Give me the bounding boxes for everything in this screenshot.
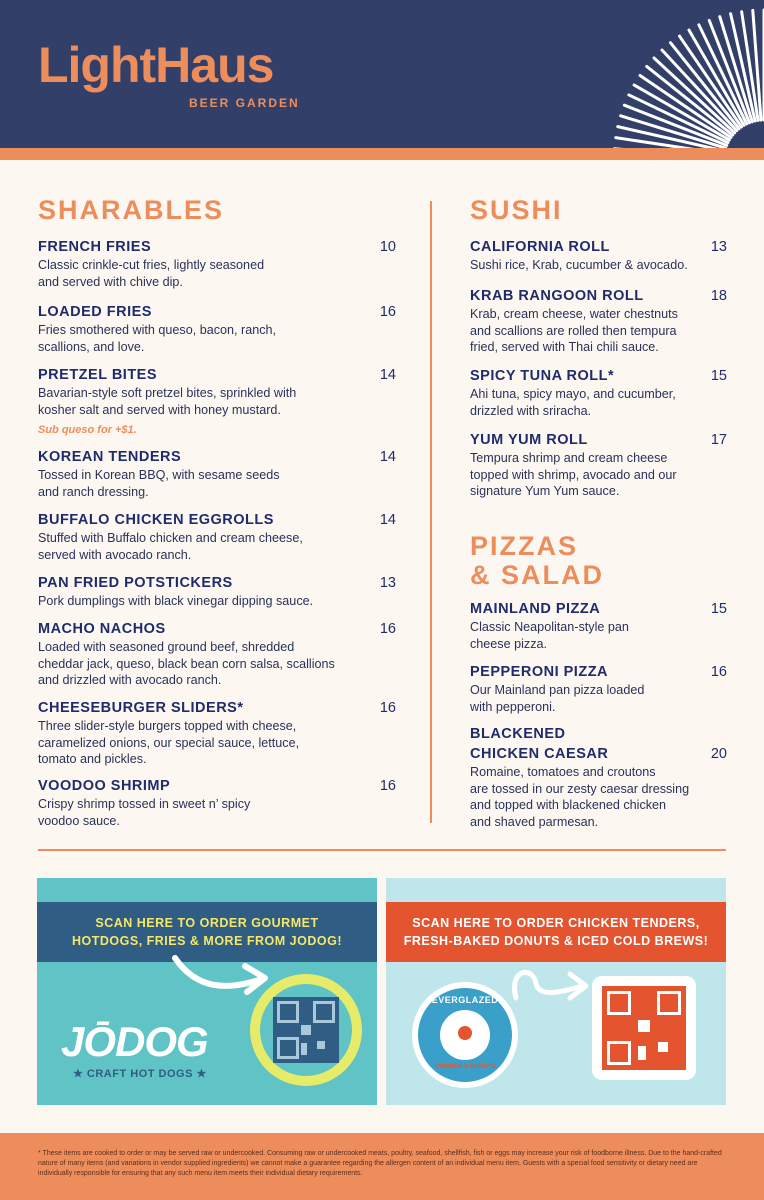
item-price: 10 xyxy=(379,239,396,255)
item-description xyxy=(470,450,727,500)
item-description xyxy=(470,764,727,830)
banner-line: SCAN HERE TO ORDER CHICKEN TENDERS, xyxy=(412,916,700,930)
item-price: 16 xyxy=(379,304,396,320)
desc-line: and served with chive dip. xyxy=(38,274,183,289)
qr-dot xyxy=(317,1041,325,1049)
qr-corner-marker xyxy=(277,1037,299,1059)
menu-item-voodoo-shrimp xyxy=(38,778,396,829)
donut-icon-center xyxy=(458,1026,472,1040)
desc-line: Loaded with seasoned ground beef, shredded xyxy=(38,640,295,654)
desc-line: Crispy shrimp tossed in sweet n’ spicy xyxy=(38,797,251,811)
menu-item-blackened-chicken-caesar xyxy=(470,726,727,830)
promo-jodog[interactable] xyxy=(37,878,377,1105)
desc-line: Classic Neapolitan-style pan xyxy=(470,620,629,634)
brand-logo[interactable]: LightHaus xyxy=(38,37,274,93)
arrow-icon xyxy=(506,958,596,1018)
banner-line: HOTDOGS, FRIES & MORE FROM JODOG! xyxy=(72,934,342,948)
item-price: 20 xyxy=(710,746,727,762)
desc-line: Tossed in Korean BBQ, with sesame seeds xyxy=(38,468,280,482)
item-price: 14 xyxy=(379,367,396,383)
item-price: 13 xyxy=(710,239,727,255)
item-name: BUFFALO CHICKEN EGGROLLS xyxy=(38,512,274,528)
desc-line: Fries smothered with queso, bacon, ranch, xyxy=(38,323,277,337)
qr-code-ring xyxy=(250,974,362,1086)
item-name: FRENCH FRIES xyxy=(38,239,152,255)
section-divider xyxy=(38,849,726,851)
desc-line: Ahi tuna, spicy mayo, and cucumber, xyxy=(470,387,676,401)
menu-item-french-fries xyxy=(38,239,396,290)
qr-corner-marker xyxy=(277,1001,299,1023)
desc-line: Bavarian-style soft pretzel bites, sprinkled with xyxy=(38,386,297,400)
menu-item-loaded-fries xyxy=(38,304,396,355)
menu-item-california-roll xyxy=(470,239,727,274)
item-description xyxy=(38,467,396,500)
desc-line: Romaine, tomatoes and croutons xyxy=(470,765,656,779)
qr-dot xyxy=(638,1046,646,1060)
item-name: KOREAN TENDERS xyxy=(38,449,182,465)
logo-text-bottom: CHICKEN & DONUTS xyxy=(434,1064,496,1070)
item-price: 16 xyxy=(379,700,396,716)
banner-line: SCAN HERE TO ORDER GOURMET xyxy=(95,916,319,930)
item-name: PRETZEL BITES xyxy=(38,367,158,383)
desc-line: cheddar jack, queso, black bean corn salsa, scallions xyxy=(38,656,335,671)
desc-line: Tempura shrimp and cream cheese xyxy=(470,451,668,465)
item-description xyxy=(470,619,727,652)
desc-line: drizzled with sriracha. xyxy=(470,403,592,418)
desc-line: caramelized onions, our special sauce, lettuce, xyxy=(38,735,300,750)
promo-banner xyxy=(386,902,726,962)
qr-dot xyxy=(301,1043,307,1055)
desc-line: scallions, and love. xyxy=(38,339,145,354)
item-price: 16 xyxy=(379,778,396,794)
desc-line: and shaved parmesan. xyxy=(470,814,599,829)
section-title-pizzas xyxy=(470,532,604,590)
item-description xyxy=(38,257,396,290)
item-description xyxy=(38,796,396,829)
menu-item-krab-rangoon-roll xyxy=(470,288,727,356)
menu-item-pan-fried-potstickers xyxy=(38,575,396,610)
item-name: MACHO NACHOS xyxy=(38,621,166,637)
desc-line: cheese pizza. xyxy=(470,636,548,651)
desc-line: and ranch dressing. xyxy=(38,484,149,499)
qr-dot xyxy=(301,1025,311,1035)
section-title-line: PIZZAS xyxy=(470,531,579,561)
section-title-sushi: SUSHI xyxy=(470,195,563,225)
desc-line: topped with shrimp, avocado and our xyxy=(470,467,677,482)
logo-badge xyxy=(418,988,512,1082)
desc-line: Three slider-style burgers topped with cheese, xyxy=(38,719,297,733)
donut-icon xyxy=(440,1010,490,1060)
jodog-tagline: ★ CRAFT HOT DOGS ★ xyxy=(73,1068,207,1080)
qr-corner-marker xyxy=(313,1001,335,1023)
item-description xyxy=(470,386,727,419)
item-description xyxy=(470,682,727,715)
item-name-line: CHICKEN CAESAR xyxy=(470,746,609,762)
item-price: 16 xyxy=(379,621,396,637)
section-title-sharables: SHARABLES xyxy=(38,195,225,225)
desc-line: voodoo sauce. xyxy=(38,813,120,828)
desc-line: Our Mainland pan pizza loaded xyxy=(470,683,645,697)
item-name: SPICY TUNA ROLL* xyxy=(470,368,615,384)
item-name: PAN FRIED POTSTICKERS xyxy=(38,575,233,591)
item-name: CHEESEBURGER SLIDERS* xyxy=(38,700,244,716)
desc-line: Stuffed with Buffalo chicken and cream cheese, xyxy=(38,531,303,545)
menu-item-macho-nachos xyxy=(38,621,396,689)
desc-line: signature Yum Yum sauce. xyxy=(470,484,620,498)
promo-everglazed[interactable] xyxy=(386,878,726,1105)
desc-line: Pork dumplings with black vinegar dipping sauce. xyxy=(38,594,314,608)
header-stripe xyxy=(0,148,764,160)
qr-code[interactable] xyxy=(602,986,686,1070)
item-note: Sub queso for +$1. xyxy=(38,424,137,436)
jodog-logo: JŌDOG xyxy=(61,1018,208,1065)
qr-corner-marker xyxy=(607,991,631,1015)
item-name: VOODOO SHRIMP xyxy=(38,778,171,794)
item-description xyxy=(38,593,396,610)
menu-item-korean-tenders xyxy=(38,449,396,500)
item-description xyxy=(38,639,396,689)
brand-subtitle: BEER GARDEN xyxy=(189,96,300,110)
section-title-line: & SALAD xyxy=(470,560,604,590)
qr-code[interactable] xyxy=(273,997,339,1063)
desc-line: kosher salt and served with honey mustard. xyxy=(38,402,281,417)
desc-line: and drizzled with avocado ranch. xyxy=(38,673,222,687)
item-description xyxy=(38,718,396,768)
logo-text-top: EVERGLAZED xyxy=(431,995,499,1005)
item-description xyxy=(38,322,396,355)
item-price: 14 xyxy=(379,512,396,528)
item-name xyxy=(470,726,727,763)
desc-line: are tossed in our zesty caesar dressing xyxy=(470,781,690,796)
allergen-disclaimer: * These items are cooked to order or may be served raw or undercooked. Consuming raw or undercooked meats, poultry, seafood, shellfish, fish or eggs may increase your risk of foodborne illness. Due to the hand-crafted nature of many items (and variations in vendor supplied ingredients) we cannot make a guarantee regarding the allergen content of an individual menu item. Guests with a special food sensitivity or dietary need are individually responsible for ensuring that any such menu item meets their individual dietary requirements. xyxy=(38,1150,722,1177)
item-price: 18 xyxy=(710,288,727,304)
qr-corner-marker xyxy=(607,1041,631,1065)
desc-line: Sushi rice, Krab, cucumber & avocado. xyxy=(470,258,688,272)
desc-line: served with avocado ranch. xyxy=(38,547,192,562)
item-price: 14 xyxy=(379,449,396,465)
item-price: 15 xyxy=(710,601,727,617)
menu-item-buffalo-chicken-eggrolls xyxy=(38,512,396,563)
menu-item-pretzel-bites xyxy=(38,367,396,436)
item-description xyxy=(38,385,396,418)
column-divider xyxy=(430,201,432,823)
banner-line: FRESH-BAKED DONUTS & ICED COLD BREWS! xyxy=(403,934,709,948)
item-name: KRAB RANGOON ROLL xyxy=(470,288,644,304)
item-name: LOADED FRIES xyxy=(38,304,152,320)
qr-dot xyxy=(658,1042,668,1052)
item-name: CALIFORNIA ROLL xyxy=(470,239,610,255)
item-name-line: BLACKENED xyxy=(470,726,566,742)
qr-dot xyxy=(638,1020,650,1032)
item-name: MAINLAND PIZZA xyxy=(470,601,601,617)
desc-line: Classic crinkle-cut fries, lightly seasoned xyxy=(38,258,265,272)
menu-item-spicy-tuna-roll xyxy=(470,368,727,419)
qr-corner-marker xyxy=(657,991,681,1015)
desc-line: fried, served with Thai chili sauce. xyxy=(470,340,659,354)
menu-item-mainland-pizza xyxy=(470,601,727,652)
menu-item-pepperoni-pizza xyxy=(470,664,727,715)
desc-line: with pepperoni. xyxy=(470,699,556,714)
menu-item-yum-yum-roll xyxy=(470,432,727,500)
item-name: YUM YUM ROLL xyxy=(470,432,588,448)
item-name: PEPPERONI PIZZA xyxy=(470,664,609,680)
desc-line: tomato and pickles. xyxy=(38,752,147,766)
item-price: 13 xyxy=(379,575,396,591)
item-price: 15 xyxy=(710,368,727,384)
desc-line: Krab, cream cheese, water chestnuts xyxy=(470,307,678,321)
item-description xyxy=(38,530,396,563)
item-price: 17 xyxy=(710,432,727,448)
qr-code-frame xyxy=(592,976,696,1080)
item-description xyxy=(470,257,727,274)
desc-line: and topped with blackened chicken xyxy=(470,798,667,812)
item-price: 16 xyxy=(710,664,727,680)
desc-line: and scallions are rolled then tempura xyxy=(470,323,677,338)
everglazed-logo xyxy=(412,982,518,1088)
menu-item-cheeseburger-sliders xyxy=(38,700,396,768)
sunburst-rays-graphic xyxy=(564,0,764,148)
item-description xyxy=(470,306,727,356)
